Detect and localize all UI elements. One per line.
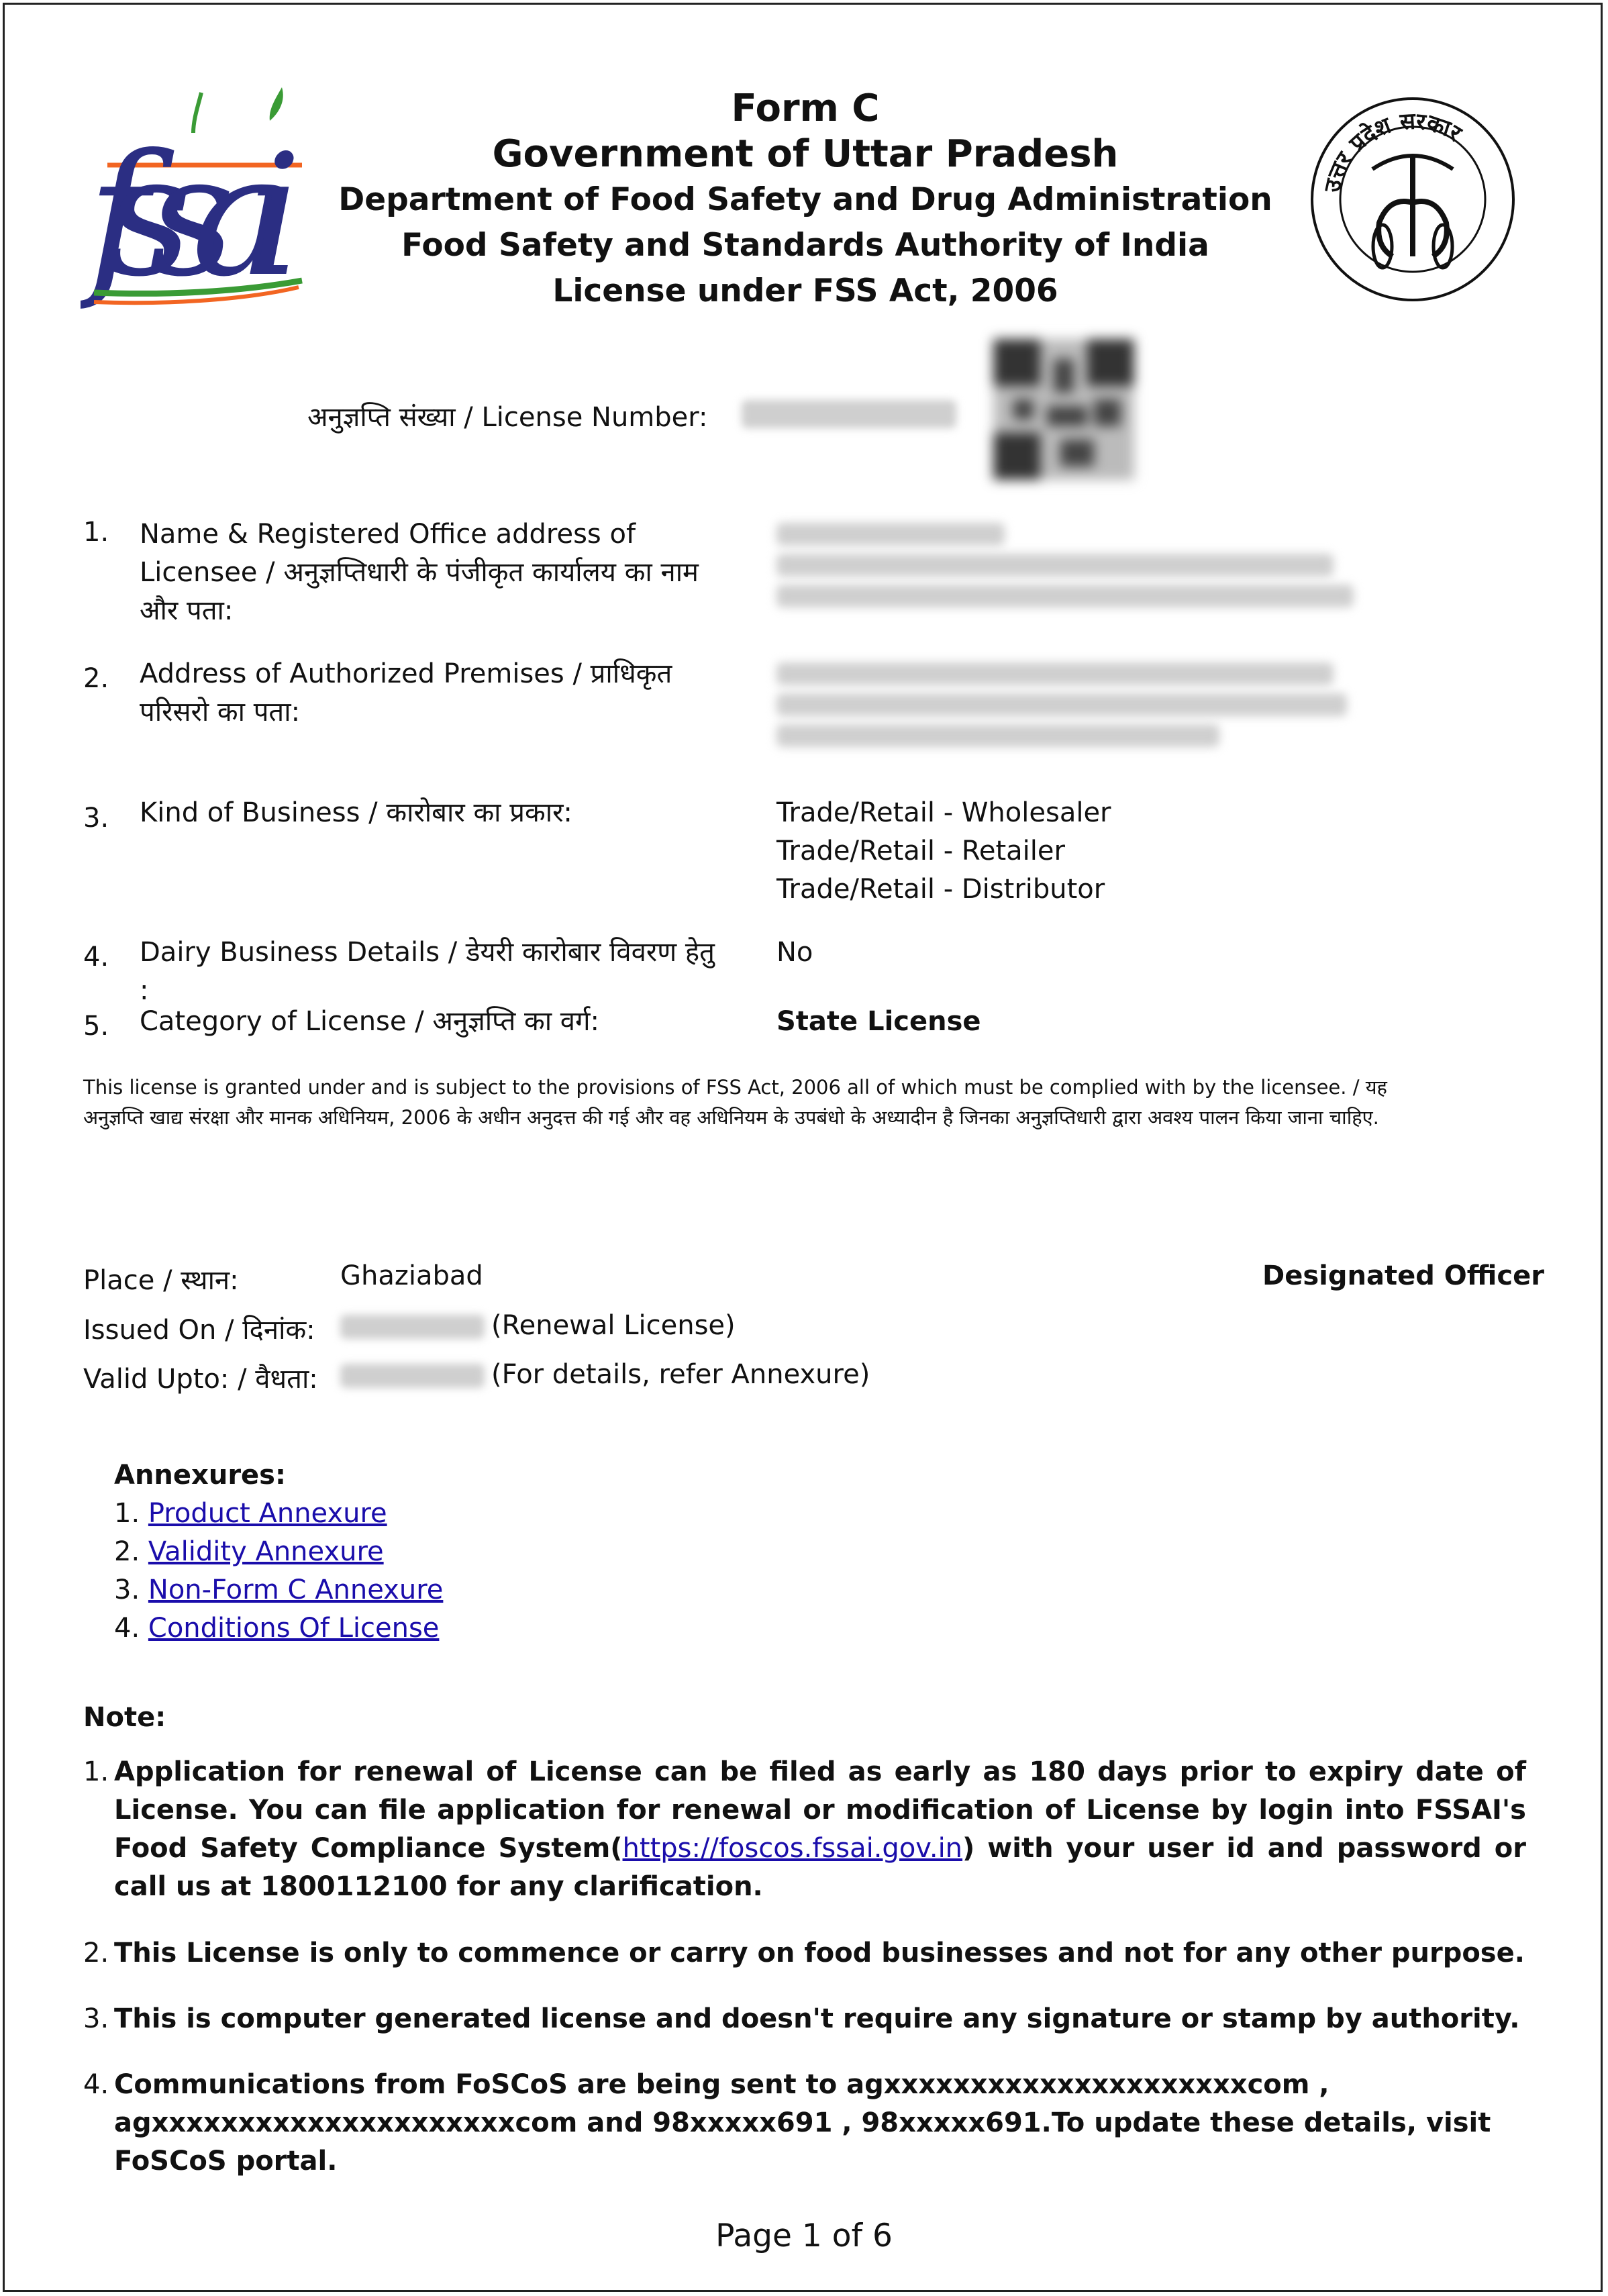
issued-value — [340, 1310, 736, 1341]
annexure-number: 4. — [114, 1613, 140, 1644]
document-title — [282, 86, 1329, 314]
field-number: 1. — [83, 517, 109, 548]
annexures-heading: Annexures: — [114, 1460, 286, 1491]
note-text: This License is only to commence or carry on food businesses and not for any other purpose. — [114, 1938, 1525, 1968]
issued-label: Issued On / दिनांक: — [83, 1315, 315, 1346]
title-line: Form C — [731, 87, 880, 130]
note-number: 4. — [83, 2069, 109, 2100]
business-kind: Trade/Retail - Wholesaler — [776, 797, 1111, 828]
field-label-business: Kind of Business / कारोबार का प्रकार: — [140, 797, 572, 828]
annexure-number: 2. — [114, 1536, 140, 1567]
annexures-list — [114, 1456, 443, 1648]
license-disclaimer: This license is granted under and is subject to the provisions of FSS Act, 2006 all of which must be complied with by the licensee. / यह अनुज्ञप्ति खाद्य संरक्षा और मानक अधिनियम, 2006 के अधीन अनुदत्त की गई और वह अधिनियम के उपबंधो के अध्यादीन है जिनका अनुज्ञप्तिधारी द्वारा अवश्य पालन किया जाना चाहिए. — [83, 1076, 1387, 1129]
licensee-address-redacted — [776, 515, 1380, 615]
valid-value — [340, 1359, 870, 1390]
uttar-pradesh-emblem — [1309, 95, 1517, 303]
dairy-value: No — [776, 937, 813, 968]
premises-address-redacted — [776, 655, 1380, 755]
field-number: 4. — [83, 942, 109, 972]
license-number-redacted — [742, 400, 956, 428]
field-number: 3. — [83, 803, 109, 834]
note-text: ) with your user id and password or call us at 1800112100 for any clarification. — [114, 1833, 1526, 1902]
business-kind: Trade/Retail - Retailer — [776, 836, 1065, 866]
note-item-3 — [83, 2000, 1526, 2038]
license-number-label: अनुज्ञप्ति संख्या / License Number: — [307, 402, 708, 433]
note-heading: Note: — [83, 1702, 166, 1733]
note-item-4 — [83, 2066, 1526, 2181]
title-line: Food Safety and Standards Authority of India — [401, 227, 1209, 264]
valid-label: Valid Upto: / वैधता: — [83, 1364, 318, 1395]
title-line: Government of Uttar Pradesh — [492, 132, 1119, 176]
annexure-item — [114, 1533, 443, 1571]
business-kind: Trade/Retail - Distributor — [776, 874, 1105, 905]
title-line: License under FSS Act, 2006 — [552, 272, 1058, 309]
fssai-logo — [81, 79, 312, 314]
note-text: Application for renewal of License can be filed as early as 180 days prior to expiry date of License. You can file application for renewal or modification of License by login into FSSAI's Food Safety Compliance System( — [114, 1756, 1526, 1864]
annexure-item — [114, 1609, 443, 1648]
title-line: Department of Food Safety and Drug Administration — [338, 181, 1272, 218]
field-label-category: Category of License / अनुज्ञप्ति का वर्ग: — [140, 1006, 600, 1037]
field-number: 2. — [83, 663, 109, 694]
annexure-item — [114, 1495, 443, 1533]
business-kinds — [776, 794, 1380, 909]
foscos-link[interactable]: https://foscos.fssai.gov.in — [622, 1833, 963, 1864]
page-number: Page 1 of 6 — [715, 2217, 893, 2254]
note-number: 1. — [83, 1756, 109, 1787]
note-number: 3. — [83, 2003, 109, 2034]
place-value: Ghaziabad — [340, 1260, 483, 1291]
field-label-premises: Address of Authorized Premises / प्राधिकृत परिसरो का पता: — [140, 658, 672, 728]
svg-text:उत्तर प्रदेश सरकार: उत्तर प्रदेश सरकार — [1319, 107, 1466, 195]
conditions-of-license-link[interactable]: Conditions Of License — [148, 1613, 440, 1644]
note-item-1 — [83, 1753, 1526, 1906]
product-annexure-link[interactable]: Product Annexure — [148, 1498, 387, 1529]
note-text: This is computer generated license and doesn't require any signature or stamp by authority. — [114, 2003, 1520, 2034]
field-label-licensee: Name & Registered Office address of Licensee / अनुज्ञप्तिधारी के पंजीकृत कार्यालय का नाम और पता: — [140, 519, 699, 626]
license-category-value: State License — [776, 1006, 981, 1037]
validity-annexure-link[interactable]: Validity Annexure — [148, 1536, 384, 1567]
designated-officer: Designated Officer — [1262, 1260, 1544, 1291]
field-number: 5. — [83, 1011, 109, 1042]
place-label: Place / स्थान: — [83, 1265, 239, 1296]
valid-date-redacted — [340, 1364, 485, 1388]
qr-code-redacted — [993, 339, 1134, 480]
svg-text:fssai: fssai — [87, 118, 302, 313]
note-number: 2. — [83, 1938, 109, 1968]
valid-note: (For details, refer Annexure) — [491, 1359, 870, 1390]
annexure-item — [114, 1571, 443, 1609]
non-form-c-annexure-link[interactable]: Non-Form C Annexure — [148, 1575, 444, 1605]
issued-note: (Renewal License) — [491, 1310, 736, 1341]
field-label-dairy: Dairy Business Details / डेयरी कारोबार विवरण हेतु : — [140, 937, 715, 1006]
annexure-number: 3. — [114, 1575, 140, 1605]
annexure-number: 1. — [114, 1498, 140, 1529]
note-text: Communications from FoSCoS are being sent to agxxxxxxxxxxxxxxxxxxxxxcom , agxxxxxxxxxxxxxxxxxxxxxcom and 98xxxxx691 , 98xxxxx691.To update these details, visit FoSCoS portal. — [114, 2069, 1491, 2177]
note-item-2 — [83, 1934, 1526, 1973]
issued-date-redacted — [340, 1315, 485, 1339]
